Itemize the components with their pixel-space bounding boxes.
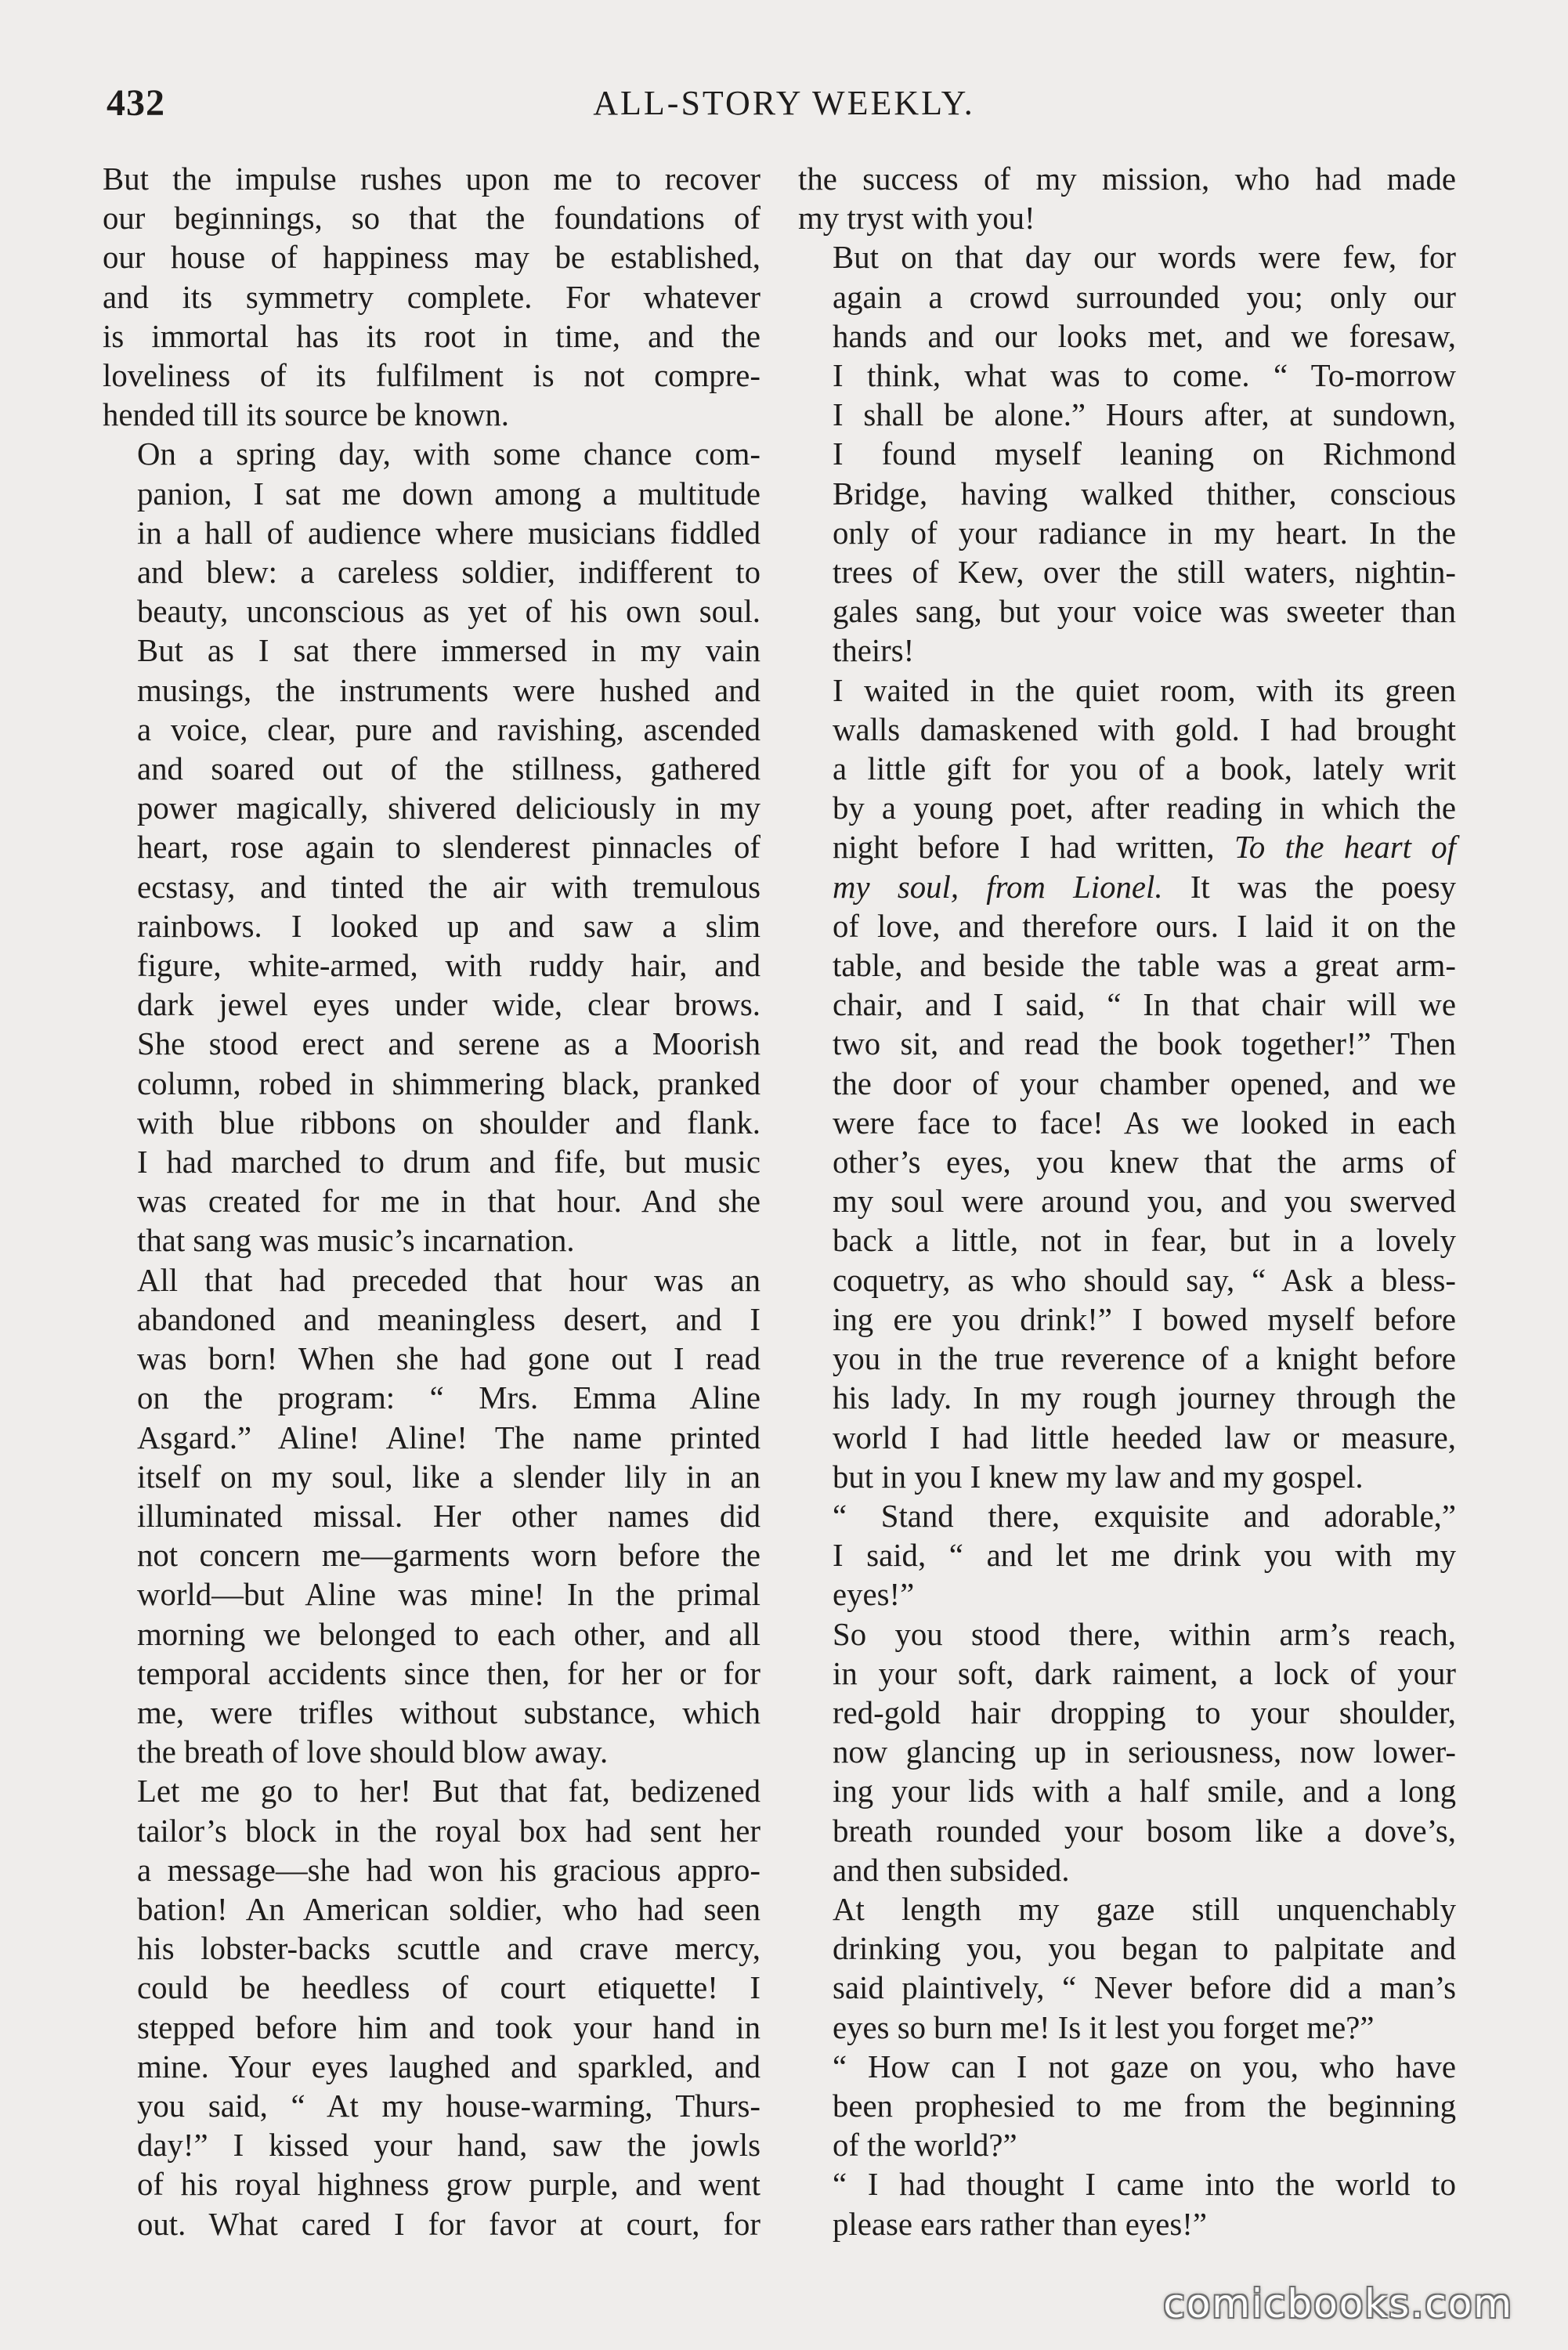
text-line: and then subsided. — [833, 1852, 1070, 1888]
text-line: But as I sat there immersed in my vain — [137, 633, 761, 669]
text-line: eyes!” — [833, 1577, 915, 1613]
text-line: world—but Aline was mine! In the primal — [137, 1577, 761, 1613]
text-line: morning we belonged to each other, and all — [137, 1616, 761, 1652]
text-line: been prophesied to me from the beginning — [833, 2088, 1456, 2124]
text-line: is immortal has its root in time, and the — [103, 318, 761, 354]
text-line: I found myself leaning on Richmond — [833, 436, 1456, 472]
text-line: of love, and therefore ours. I laid it on the — [833, 908, 1456, 944]
text-line: “ How can I not gaze on you, who have — [833, 2048, 1456, 2084]
text-line: the breath of love should blow away. — [137, 1734, 609, 1770]
text-line: But the impulse rushes upon me to recover — [103, 161, 761, 197]
text-line: ing ere you drink!” I bowed myself before — [833, 1301, 1456, 1337]
text-line: was born! When she had gone out I read — [137, 1341, 761, 1377]
text-line: other’s eyes, you knew that the arms of — [833, 1144, 1456, 1180]
text-line: All that had preceded that hour was an — [137, 1262, 761, 1298]
paragraph — [103, 435, 761, 1260]
text-line: I said, “ and let me drink you with my — [833, 1538, 1456, 1574]
text-line: I waited in the quiet room, with its green — [833, 672, 1456, 708]
paragraph — [103, 160, 761, 435]
paragraph — [798, 238, 1456, 671]
text-line: my tryst with you! — [798, 201, 1035, 237]
text-line: his lobster-backs scuttle and crave mercy, — [137, 1931, 761, 1967]
running-title: ALL-STORY WEEKLY. — [593, 84, 975, 122]
text-line: with blue ribbons on shoulder and flank. — [137, 1104, 761, 1141]
text-line: loveliness of its fulfilment is not compre- — [103, 358, 761, 394]
text-line: hended till its source be known. — [103, 397, 509, 433]
text-line: bation! An American soldier, who had seen — [137, 1891, 761, 1927]
text-line: ecstasy, and tinted the air with tremulous — [137, 869, 761, 905]
text-line: She stood erect and serene as a Moorish — [137, 1026, 761, 1062]
text-line: again a crowd surrounded you; only our — [833, 279, 1456, 315]
text-line: was created for me in that hour. And she — [137, 1184, 761, 1220]
text-line: out. What cared I for favor at court, for — [137, 2206, 761, 2242]
text-line: said plaintively, “ Never before did a man’s — [833, 1970, 1456, 2006]
text-line: a voice, clear, pure and ravishing, ascended — [137, 711, 761, 747]
text-line: column, robed in shimmering black, pranked — [137, 1065, 761, 1101]
page-number: 432 — [107, 82, 165, 124]
text-line: by a young poet, after reading in which the — [833, 790, 1456, 826]
text-line: you in the true reverence of a knight before — [833, 1341, 1456, 1377]
text-line: power magically, shivered deliciously in my — [137, 790, 761, 826]
text-line: At length my gaze still unquenchably — [833, 1891, 1456, 1927]
text-line: my soul, from Lionel. It was the poesy — [833, 869, 1456, 905]
text-line: But on that day our words were few, for — [833, 240, 1456, 276]
text-line: “ I had thought I came into the world to — [833, 2167, 1456, 2203]
text-line: day!” I kissed your hand, saw the jowls — [137, 2128, 761, 2164]
text-line: I had marched to drum and fife, but music — [137, 1144, 761, 1180]
text-line: stepped before him and took your hand in — [137, 2009, 761, 2045]
text-line: beauty, unconscious as yet of his own soul. — [137, 594, 761, 630]
text-line: So you stood there, within arm’s reach, — [833, 1616, 1456, 1652]
text-line: a little gift for you of a book, lately writ — [833, 751, 1456, 787]
text-line: a message—she had won his gracious appro- — [137, 1852, 761, 1888]
text-line: and soared out of the stillness, gathered — [137, 751, 761, 787]
text-line: and blew: a careless soldier, indifferent to — [137, 555, 761, 591]
text-line: my soul were around you, and you swerved — [833, 1184, 1456, 1220]
text-line: Let me go to her! But that fat, bedizened — [137, 1773, 761, 1810]
paragraph — [798, 2048, 1456, 2166]
text-line: in your soft, dark raiment, a lock of your — [833, 1655, 1456, 1691]
text-line: his lady. In my rough journey through the — [833, 1380, 1456, 1416]
text-line: the door of your chamber opened, and we — [833, 1065, 1456, 1101]
text-line: drinking you, you began to palpitate and — [833, 1931, 1456, 1967]
text-line: gales sang, but your voice was sweeter than — [833, 594, 1456, 630]
text-line: were face to face! As we looked in each — [833, 1104, 1456, 1141]
text-line: rainbows. I looked up and saw a slim — [137, 908, 761, 944]
text-line: eyes so burn me! Is it lest you forget me?” — [833, 2009, 1375, 2045]
paragraph — [798, 1497, 1456, 1615]
text-line: you said, “ At my house-warming, Thurs- — [137, 2088, 761, 2124]
text-line: world I had little heeded law or measure, — [833, 1419, 1456, 1455]
text-line: abandoned and meaningless desert, and I — [137, 1301, 761, 1337]
text-line: itself on my soul, like a slender lily in an — [137, 1459, 761, 1495]
paragraph — [103, 1772, 761, 2243]
text-line: breath rounded your bosom like a dove’s, — [833, 1813, 1456, 1849]
text-line: Bridge, having walked thither, conscious — [833, 475, 1456, 512]
text-line: our beginnings, so that the foundations of — [103, 201, 761, 237]
text-line: “ Stand there, exquisite and adorable,” — [833, 1498, 1456, 1534]
text-line: could be heedless of court etiquette! I — [137, 1970, 761, 2006]
text-line: chair, and I said, “ In that chair will we — [833, 987, 1456, 1023]
text-line: ing your lids with a half smile, and a long — [833, 1773, 1456, 1810]
text-line: not concern me—garments worn before the — [137, 1538, 761, 1574]
text-line: I think, what was to come. “ To-morrow — [833, 358, 1456, 394]
watermark: comicbooks.com — [1163, 2281, 1513, 2326]
text-line: night before I had written, To the heart of — [833, 830, 1456, 866]
paragraph — [798, 1890, 1456, 2048]
text-line: trees of Kew, over the still waters, nightin- — [833, 555, 1456, 591]
text-line: two sit, and read the book together!” Then — [833, 1026, 1456, 1062]
text-line: table, and beside the table was a great arm- — [833, 948, 1456, 984]
text-line: me, were trifles without substance, which — [137, 1694, 761, 1730]
text-line: the success of my mission, who had made — [798, 161, 1456, 197]
text-line: mine. Your eyes laughed and sparkled, and — [137, 2048, 761, 2084]
text-line: please ears rather than eyes!” — [833, 2206, 1207, 2242]
text-line: Asgard.” Aline! Aline! The name printed — [137, 1419, 761, 1455]
text-line: coquetry, as who should say, “ Ask a bless- — [833, 1262, 1456, 1298]
text-line: our house of happiness may be established, — [103, 240, 761, 276]
paragraph — [798, 671, 1456, 1497]
left-text-column — [103, 160, 761, 2244]
text-line: dark jewel eyes under wide, clear brows. — [137, 987, 761, 1023]
text-line: that sang was music’s incarnation. — [137, 1223, 575, 1259]
text-line: heart, rose again to slenderest pinnacles of — [137, 830, 761, 866]
text-line: figure, white-armed, with ruddy hair, and — [137, 948, 761, 984]
text-line: panion, I sat me down among a multitude — [137, 475, 761, 512]
text-line: now glancing up in seriousness, now lower- — [833, 1734, 1456, 1770]
text-line: tailor’s block in the royal box had sent her — [137, 1813, 761, 1849]
text-line: hands and our looks met, and we foresaw, — [833, 318, 1456, 354]
text-line: in a hall of audience where musicians fiddled — [137, 515, 761, 551]
text-line: I shall be alone.” Hours after, at sundown, — [833, 397, 1456, 433]
paragraph — [798, 160, 1456, 238]
text-line: and its symmetry complete. For whatever — [103, 279, 761, 315]
text-line: On a spring day, with some chance com- — [137, 436, 761, 472]
text-line: of his royal highness grow purple, and went — [137, 2167, 761, 2203]
text-line: walls damaskened with gold. I had brought — [833, 711, 1456, 747]
paragraph — [798, 2165, 1456, 2243]
text-line: on the program: “ Mrs. Emma Aline — [137, 1380, 761, 1416]
paragraph — [798, 1615, 1456, 1890]
right-text-column — [798, 160, 1456, 2244]
text-line: illuminated missal. Her other names did — [137, 1498, 761, 1534]
text-line: of the world?” — [833, 2128, 1017, 2164]
text-line: temporal accidents since then, for her or for — [137, 1655, 761, 1691]
text-line: back a little, not in fear, but in a lovely — [833, 1223, 1456, 1259]
paragraph — [103, 1261, 761, 1773]
text-line: only of your radiance in my heart. In the — [833, 515, 1456, 551]
text-line: but in you I knew my law and my gospel. — [833, 1459, 1364, 1495]
text-line: red-gold hair dropping to your shoulder, — [833, 1694, 1456, 1730]
text-line: theirs! — [833, 633, 915, 669]
text-line: musings, the instruments were hushed and — [137, 672, 761, 708]
